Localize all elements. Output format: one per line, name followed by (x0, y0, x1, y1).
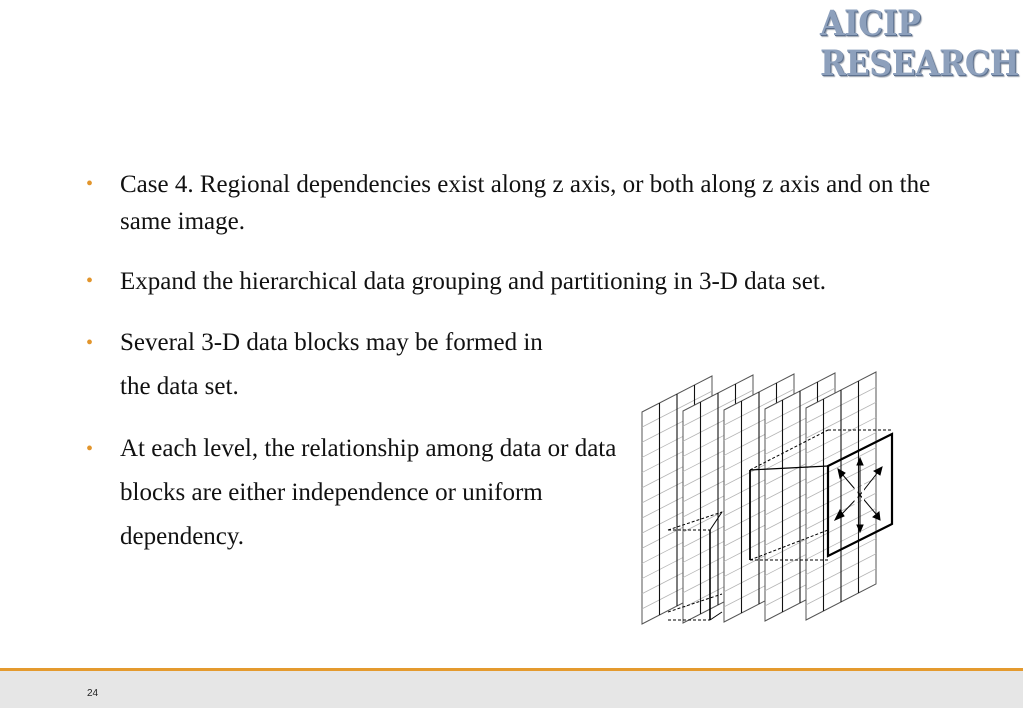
bullet-text: At each level, the relationship among data or data blocks are either independence or uniform dependency. (120, 435, 617, 550)
slide-footer (0, 671, 1023, 708)
aicip-research-logo (820, 3, 1019, 84)
logo-line-aicip: AICIP (820, 3, 921, 44)
image-plane (806, 372, 876, 620)
image-planes (642, 372, 876, 624)
bullet-item (86, 321, 560, 409)
logo-line-research: RESEARCH (820, 43, 1019, 84)
bullet-marker: • (86, 270, 94, 292)
3d-data-blocks-diagram (630, 332, 970, 642)
bullet-item (86, 262, 940, 301)
bullet-marker: • (86, 438, 94, 460)
bullet-text: Several 3-D data blocks may be formed in the data set. (120, 329, 543, 400)
bullet-marker: • (86, 332, 94, 354)
bullet-text: Expand the hierarchical data grouping and partitioning in 3-D data set. (120, 268, 827, 295)
bullet-text: Case 4. Regional dependencies exist along z axis, or both along z axis and on the same image. (120, 171, 931, 235)
bullet-item (86, 427, 620, 559)
bullet-item (86, 166, 940, 240)
bullet-marker: • (86, 173, 94, 195)
page-number: 24 (87, 688, 99, 699)
